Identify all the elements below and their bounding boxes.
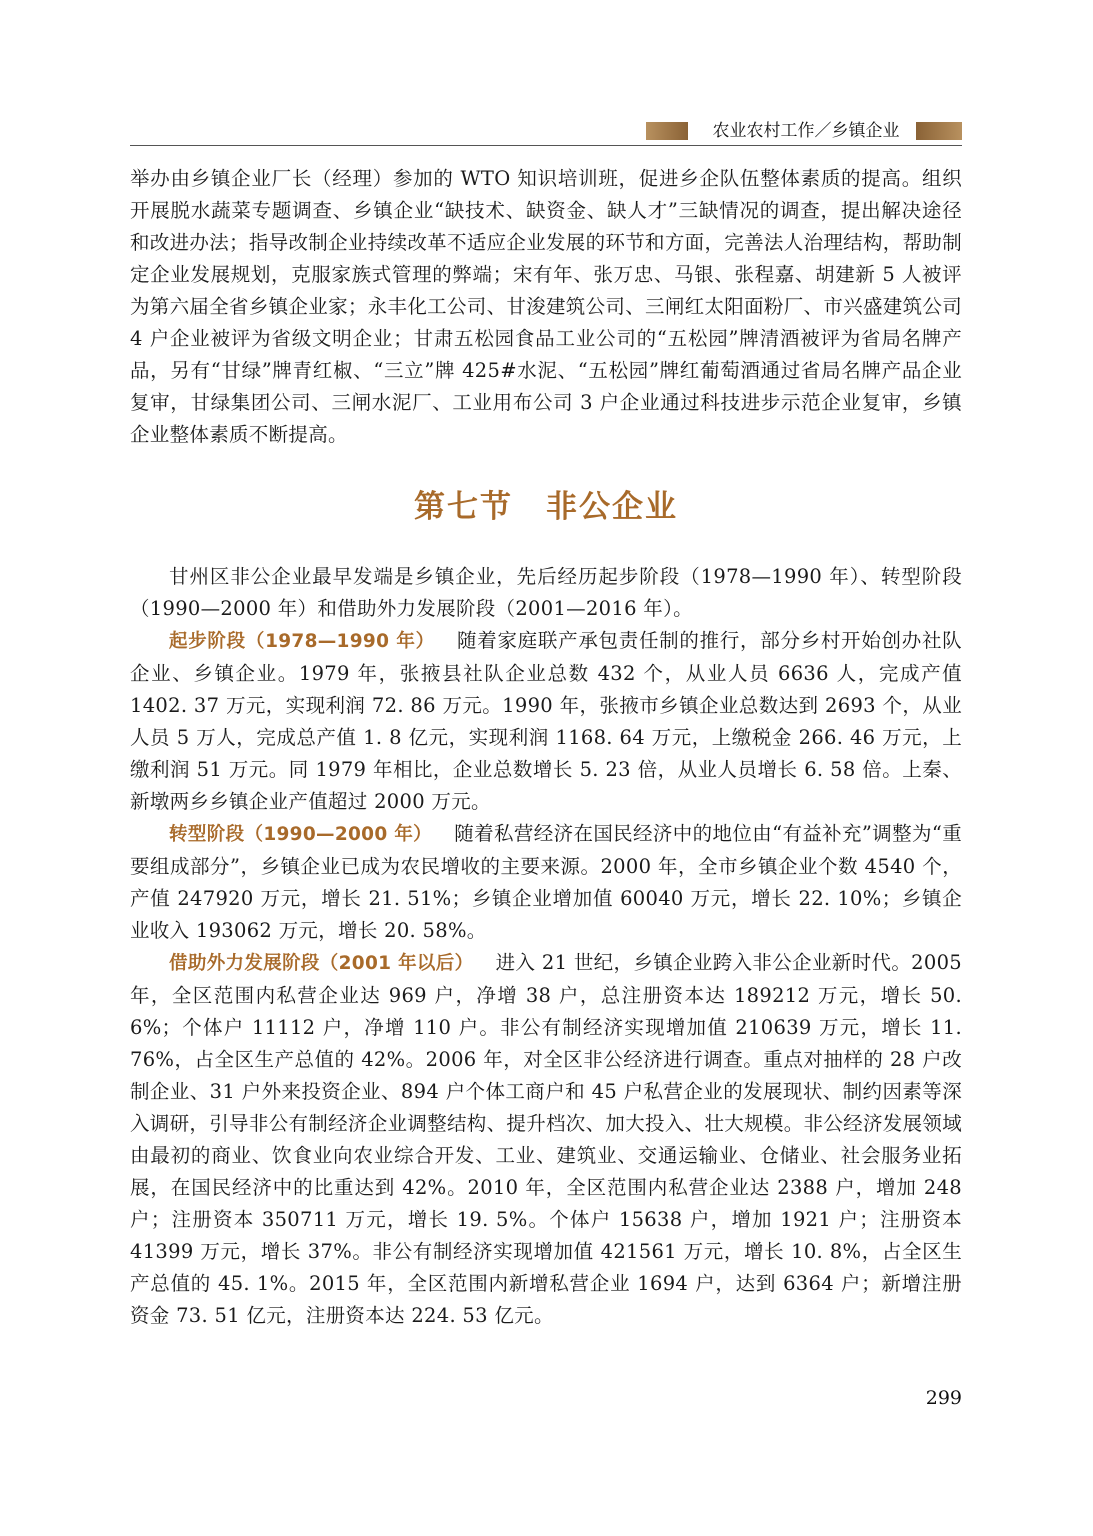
stage-paragraph-startup — [130, 625, 962, 818]
stage-heading-external: 借助外力发展阶段（2001 年以后） — [169, 953, 474, 974]
stage-heading-transition: 转型阶段（1990—2000 年） — [169, 824, 433, 845]
stage-paragraph-external — [130, 947, 962, 1332]
stage-paragraph-transition — [130, 818, 962, 947]
continued-paragraph: 举办由乡镇企业厂长（经理）参加的 WTO 知识培训班，促进乡企队伍整体素质的提高。组织开展脱水蔬菜专题调查、乡镇企业“缺技术、缺资金、缺人才”三缺情况的调查，提出解决途径和改进办法；指导改制企业持续改革不适应企业发展的环节和方面，完善法人治理结构，帮助制定企业发展规划，克服家族式管理的弊端；宋有年、张万忠、马银、张程嘉、胡建新 5 人被评为第六届全省乡镇企业家；永丰化工公司、甘浚建筑公司、三闸红太阳面粉厂、市兴盛建筑公司 4 户企业被评为省级文明企业；甘肃五松园食品工业公司的“五松园”牌清酒被评为省局名牌产品，另有“甘绿”牌青红椒、“三立”牌 425#水泥、“五松园”牌红葡萄酒通过省局名牌产品企业复审，甘绿集团公司、三闸水泥厂、工业用布公司 3 户企业通过科技进步示范企业复审，乡镇企业整体素质不断提高。 — [130, 167, 962, 446]
page-content — [130, 163, 962, 1332]
stage-text-startup: 随着家庭联产承包责任制的推行，部分乡村开始创办社队企业、乡镇企业。1979 年，张掖县社队企业总数 432 个，从业人员 6636 人，完成产值 1402. 37 万元，实现利润 72. 86 万元。1990 年，张掖市乡镇企业总数达到 2693 个，从业人员 5 万人，完成总产值 1. 8 亿元，实现利润 1168. 64 万元，上缴税金 266. 46 万元，上缴利润 51 万元。同 1979 年相比，企业总数增长 5. 23 倍，从业人员增长 6. 58 倍。上秦、新墩两乡乡镇企业产值超过 2000 万元。 — [130, 629, 962, 813]
intro-paragraph: 甘州区非公企业最早发端是乡镇企业，先后经历起步阶段（1978—1990 年）、转型阶段（1990—2000 年）和借助外力发展阶段（2001—2016 年）。 — [130, 565, 962, 620]
header-title: 农业农村工作／乡镇企业 — [712, 121, 900, 141]
stage-text-transition: 随着私营经济在国民经济中的地位由“有益补充”调整为“重要组成部分”，乡镇企业已成为农民增收的主要来源。2000 年，全市乡镇企业个数 4540 个，产值 247920 万元，增长 21. 51%；乡镇企业增加值 60040 万元，增长 22. 10%；乡镇企业收入 193062 万元，增长 20. 58%。 — [130, 822, 962, 942]
stage-heading-startup: 起步阶段（1978—1990 年） — [169, 631, 435, 652]
stage-text-external: 进入 21 世纪，乡镇企业跨入非公企业新时代。2005 年，全区范围内私营企业达 969 户，净增 38 户，总注册资本达 189212 万元，增长 50. 6%；个体户 11112 户，净增 110 户。非公有制经济实现增加值 210639 万元，增长 11. 76%，占全区生产总值的 42%。2006 年，对全区非公经济进行调查。重点对抽样的 28 户改制企业、31 户外来投资企业、894 户个体工商户和 45 户私营企业的发展现状、制约因素等深入调研，引导非公有制经济企业调整结构、提升档次、加大投入、壮大规模。非公经济发展领域由最初的商业、饮食业向农业综合开发、工业、建筑业、交通运输业、仓储业、社会服务业拓展，在国民经济中的比重达到 42%。2010 年，全区范围内私营企业达 2388 户，增加 248 户；注册资本 350711 万元，增长 19. 5%。个体户 15638 户，增加 1921 户；注册资本 41399 万元，增长 37%。非公有制经济实现增加值 421561 万元，增长 10. 8%，占全区生产总值的 45. 1%。2015 年，全区范围内新增私营企业 1694 户，达到 6364 户；新增注册资金 73. 51 亿元，注册资本达 224. 53 亿元。 — [130, 951, 962, 1327]
header-decor-bar-right — [916, 122, 962, 140]
section-title: 第七节 非公企业 — [414, 489, 678, 525]
running-header — [130, 118, 962, 146]
header-decor-bar-left — [646, 122, 688, 140]
page-number: 299 — [925, 1387, 962, 1409]
header-rule — [130, 145, 962, 146]
